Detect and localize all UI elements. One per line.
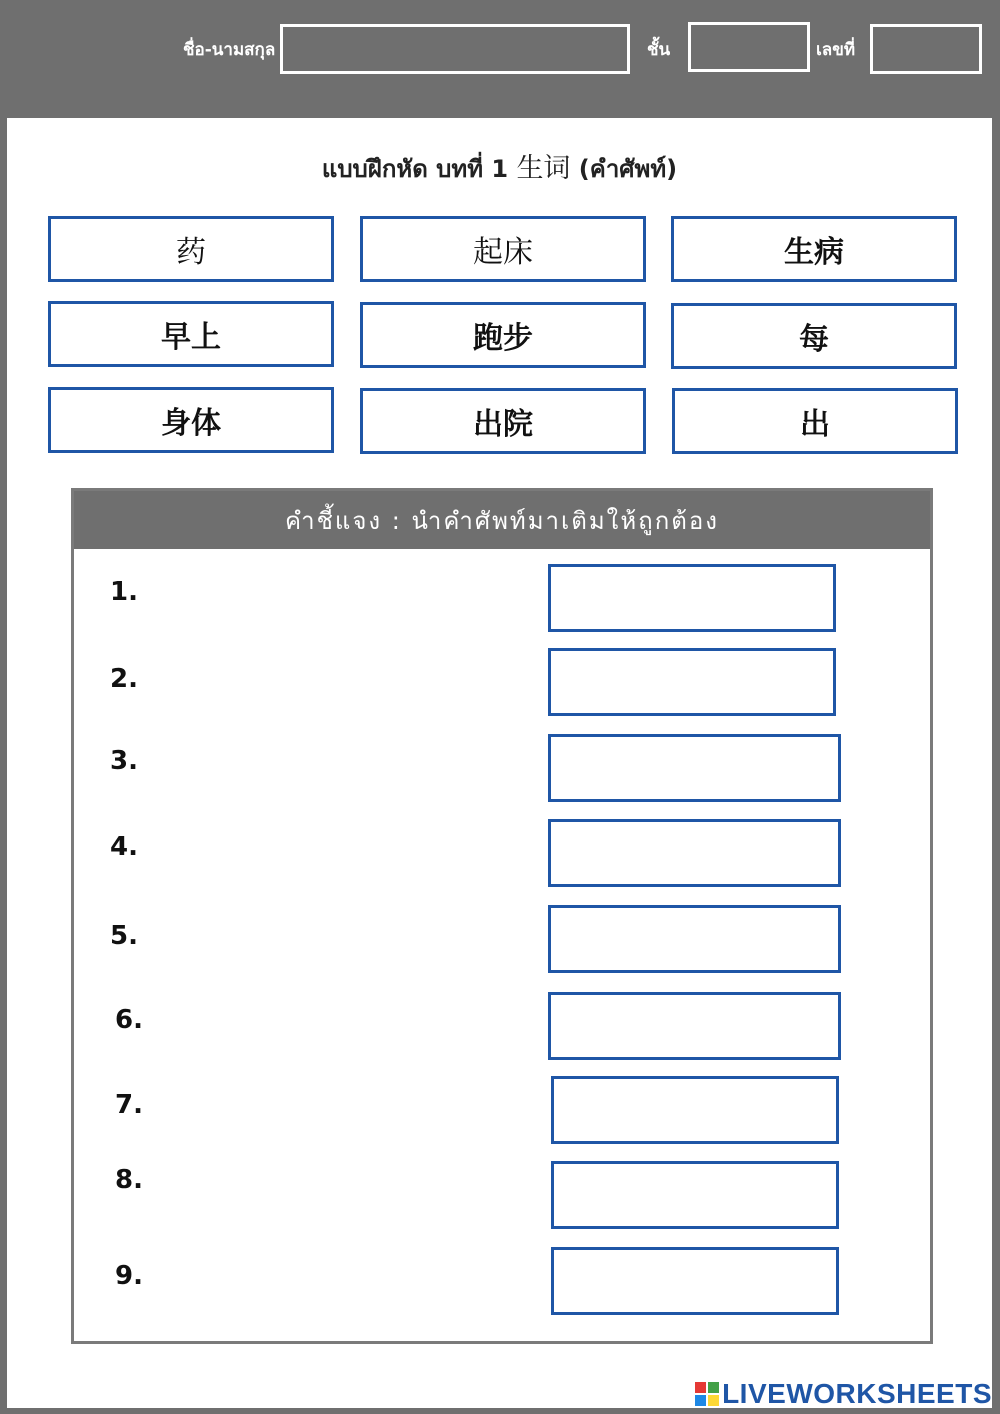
question-number: 1. bbox=[110, 577, 138, 607]
number-label: เลขที่ bbox=[816, 40, 856, 60]
title-chinese: 生词 bbox=[516, 153, 571, 184]
word-card[interactable]: 药 bbox=[48, 216, 334, 282]
liveworksheets-logo bbox=[695, 1378, 992, 1410]
answer-input[interactable] bbox=[548, 905, 841, 973]
question-number: 7. bbox=[115, 1090, 143, 1120]
answer-input[interactable] bbox=[551, 1161, 839, 1229]
answer-panel bbox=[71, 488, 933, 1344]
answer-input[interactable] bbox=[548, 648, 836, 716]
instructions: คำชี้แจง : นำคำศัพท์มาเติมให้ถูกต้อง bbox=[74, 491, 930, 549]
title-suffix: (คำศัพท์) bbox=[578, 155, 678, 183]
word-card[interactable]: 早上 bbox=[48, 301, 334, 367]
answer-input[interactable] bbox=[548, 564, 836, 632]
brand-text: LIVEWORKSHEETS bbox=[722, 1378, 992, 1409]
question-number: 5. bbox=[110, 921, 138, 951]
name-label: ชื่อ-นามสกุล bbox=[183, 40, 276, 60]
question-number: 4. bbox=[110, 832, 138, 862]
question-number: 2. bbox=[110, 664, 138, 694]
liveworksheets-icon bbox=[695, 1382, 719, 1406]
question-number: 9. bbox=[115, 1261, 143, 1291]
class-label: ชั้น bbox=[647, 40, 671, 60]
class-input[interactable] bbox=[688, 22, 810, 72]
question-number: 6. bbox=[115, 1005, 143, 1035]
word-card[interactable]: 每 bbox=[671, 303, 957, 369]
word-card[interactable]: 身体 bbox=[48, 387, 334, 453]
title-thai: แบบฝึกหัด บทที่ 1 bbox=[321, 155, 509, 183]
answer-input[interactable] bbox=[548, 819, 841, 887]
word-card[interactable]: 生病 bbox=[671, 216, 957, 282]
word-card[interactable]: 跑步 bbox=[360, 302, 646, 368]
worksheet bbox=[7, 118, 992, 1408]
answer-input[interactable] bbox=[551, 1247, 839, 1315]
number-input[interactable] bbox=[870, 24, 982, 74]
name-input[interactable] bbox=[280, 24, 630, 74]
answer-input[interactable] bbox=[551, 1076, 839, 1144]
question-number: 3. bbox=[110, 746, 138, 776]
answer-input[interactable] bbox=[548, 734, 841, 802]
question-number: 8. bbox=[115, 1165, 143, 1195]
page-title bbox=[7, 146, 992, 188]
word-card[interactable]: 出院 bbox=[360, 388, 646, 454]
word-card[interactable]: 起床 bbox=[360, 216, 646, 282]
word-card[interactable]: 出 bbox=[672, 388, 958, 454]
answer-input[interactable] bbox=[548, 992, 841, 1060]
